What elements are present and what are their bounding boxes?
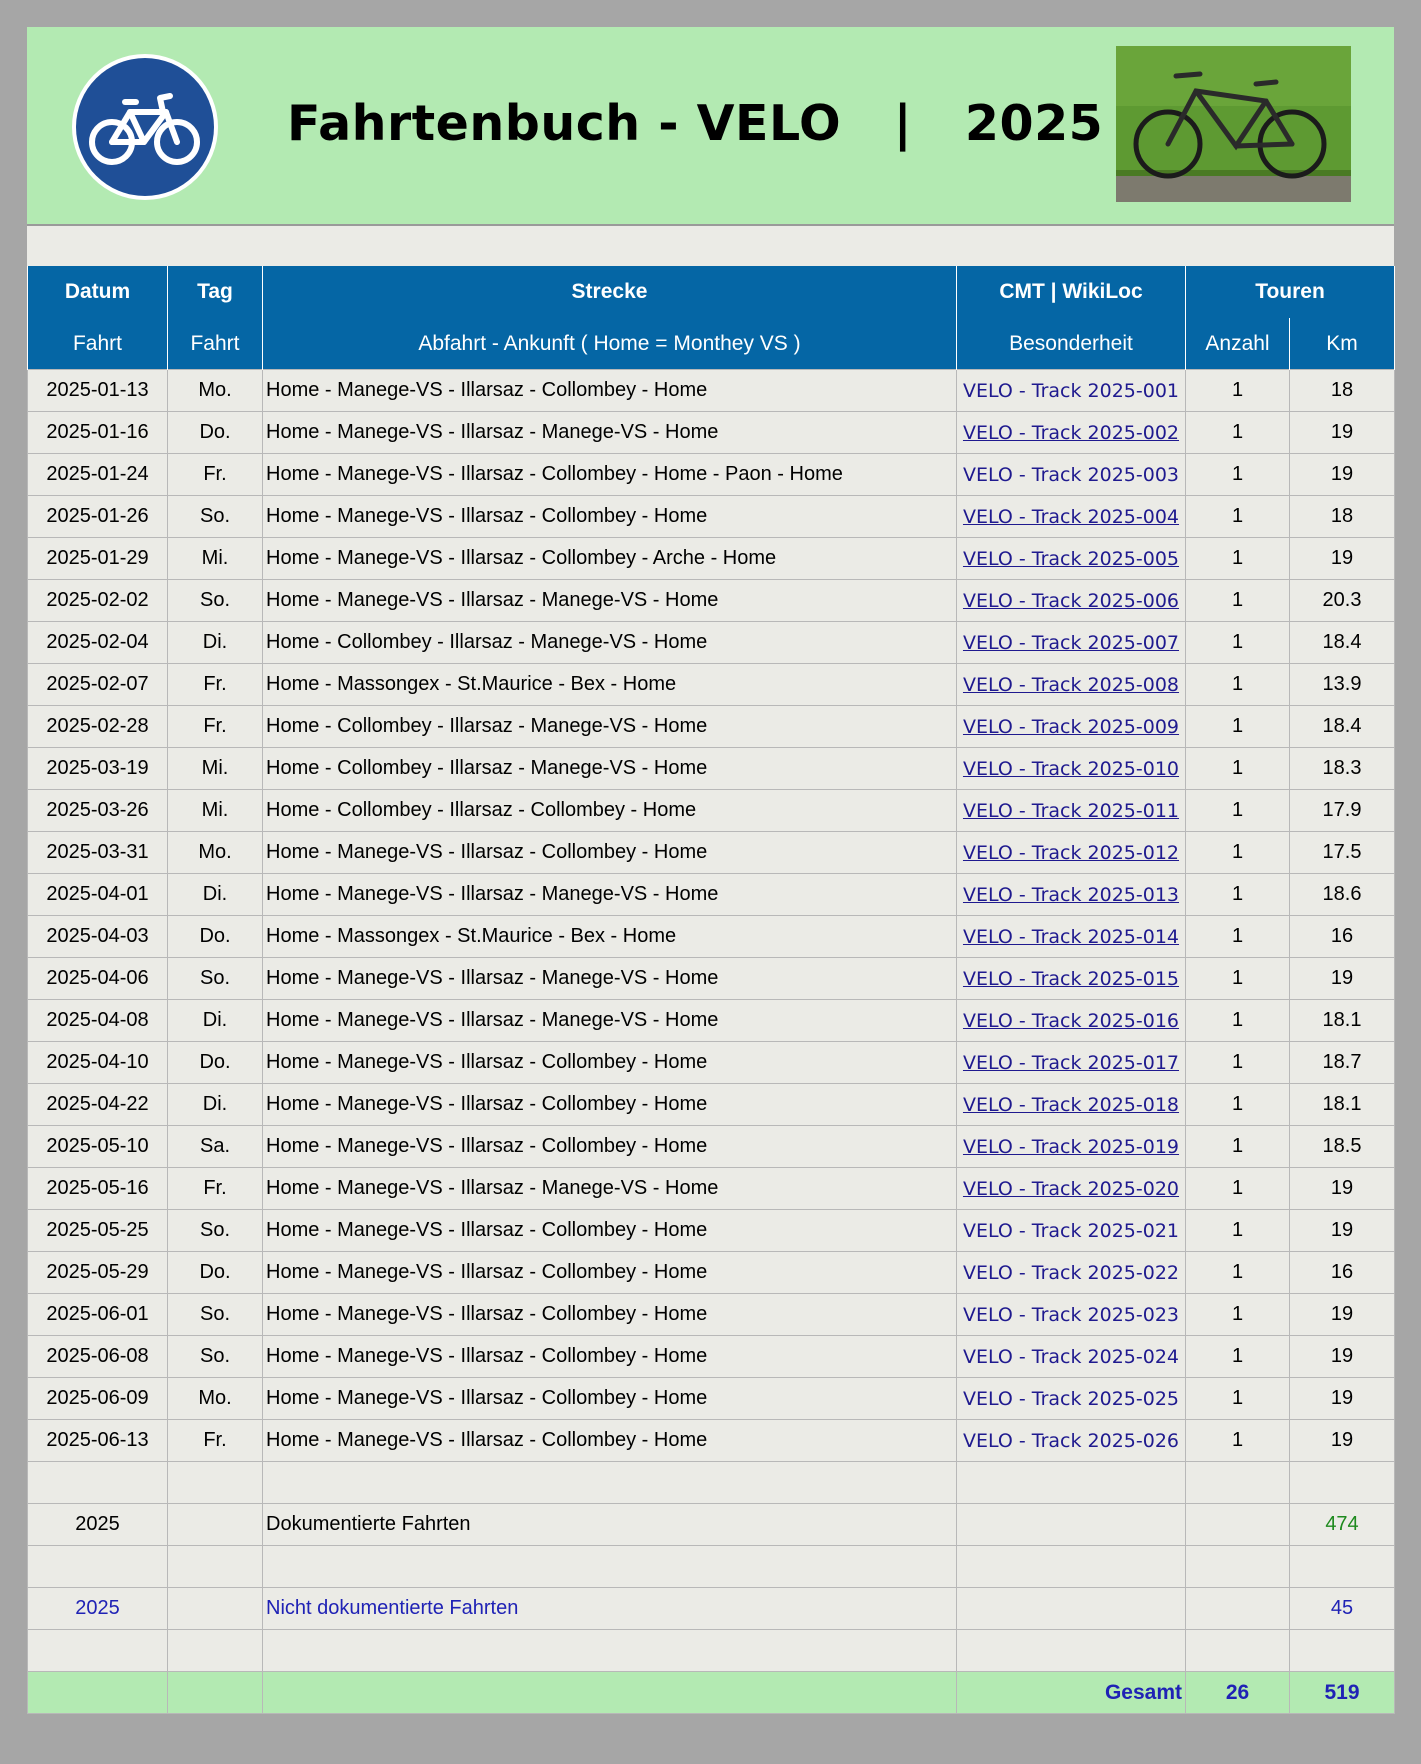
table-row	[28, 1168, 1395, 1210]
header-cmt: CMT | WikiLoc	[957, 266, 1186, 318]
km-cell: 18	[1290, 496, 1395, 538]
table-row	[28, 1420, 1395, 1462]
tag-cell: Mi.	[168, 790, 263, 832]
table-row	[28, 916, 1395, 958]
anzahl-cell: 1	[1186, 874, 1290, 916]
track-link[interactable]	[957, 706, 1186, 748]
datum-cell: 2025-06-08	[28, 1336, 168, 1378]
anzahl-cell: 1	[1186, 706, 1290, 748]
track-link[interactable]	[957, 1126, 1186, 1168]
total-label: Gesamt	[957, 1672, 1186, 1714]
table-row	[28, 1042, 1395, 1084]
strecke-cell: Home - Manege-VS - Illarsaz - Collombey - Home	[263, 832, 957, 874]
km-cell: 18.3	[1290, 748, 1395, 790]
tag-cell: Do.	[168, 412, 263, 454]
datum-cell: 2025-02-28	[28, 706, 168, 748]
km-cell: 18.1	[1290, 1084, 1395, 1126]
track-link-text[interactable]: VELO - Track 2025-017	[962, 1051, 1180, 1074]
strecke-cell: Home - Manege-VS - Illarsaz - Collombey - Home	[263, 1042, 957, 1084]
table-row	[28, 496, 1395, 538]
table-row	[28, 1294, 1395, 1336]
empty-row	[28, 1630, 1395, 1672]
datum-cell: 2025-04-10	[28, 1042, 168, 1084]
km-cell: 16	[1290, 1252, 1395, 1294]
anzahl-cell: 1	[1186, 1084, 1290, 1126]
track-link[interactable]	[957, 1042, 1186, 1084]
anzahl-cell: 1	[1186, 454, 1290, 496]
datum-cell: 2025-05-16	[28, 1168, 168, 1210]
track-link-text[interactable]: VELO - Track 2025-019	[962, 1135, 1180, 1158]
table-row	[28, 580, 1395, 622]
track-link-text[interactable]: VELO - Track 2025-004	[962, 505, 1180, 528]
tag-cell: So.	[168, 958, 263, 1000]
km-cell: 13.9	[1290, 664, 1395, 706]
subheader-tag: Fahrt	[168, 318, 263, 370]
track-link-text[interactable]: VELO - Track 2025-021	[962, 1219, 1180, 1242]
strecke-cell: Home - Collombey - Illarsaz - Manege-VS - Home	[263, 622, 957, 664]
km-cell: 19	[1290, 958, 1395, 1000]
datum-cell: 2025-04-03	[28, 916, 168, 958]
anzahl-cell: 1	[1186, 1210, 1290, 1252]
km-cell: 16	[1290, 916, 1395, 958]
table-row	[28, 832, 1395, 874]
datum-cell: 2025-02-04	[28, 622, 168, 664]
anzahl-cell: 1	[1186, 1000, 1290, 1042]
header-strecke: Strecke	[263, 266, 957, 318]
strecke-cell: Home - Massongex - St.Maurice - Bex - Home	[263, 916, 957, 958]
track-link[interactable]	[957, 1294, 1186, 1336]
subheader-datum: Fahrt	[28, 318, 168, 370]
track-link[interactable]	[957, 1420, 1186, 1462]
header-touren: Touren	[1186, 266, 1395, 318]
track-link-text[interactable]: VELO - Track 2025-018	[962, 1093, 1180, 1116]
km-cell: 19	[1290, 538, 1395, 580]
track-link[interactable]	[957, 1378, 1186, 1420]
anzahl-cell: 1	[1186, 1420, 1290, 1462]
strecke-cell: Home - Manege-VS - Illarsaz - Collombey - Home	[263, 370, 957, 412]
table-row	[28, 706, 1395, 748]
total-anzahl: 26	[1186, 1672, 1290, 1714]
km-cell: 19	[1290, 1378, 1395, 1420]
track-link-text[interactable]: VELO - Track 2025-022	[962, 1261, 1180, 1284]
datum-cell: 2025-04-08	[28, 1000, 168, 1042]
datum-cell: 2025-01-13	[28, 370, 168, 412]
tag-cell: Do.	[168, 916, 263, 958]
km-cell: 20.3	[1290, 580, 1395, 622]
trip-log-table	[27, 266, 1395, 1714]
tag-cell: So.	[168, 1294, 263, 1336]
documented-year: 2025	[28, 1504, 168, 1546]
table-row	[28, 1084, 1395, 1126]
strecke-cell: Home - Manege-VS - Illarsaz - Manege-VS - Home	[263, 874, 957, 916]
strecke-cell: Home - Manege-VS - Illarsaz - Collombey - Arche - Home	[263, 538, 957, 580]
total-km: 519	[1290, 1672, 1395, 1714]
track-link-text[interactable]: VELO - Track 2025-025	[962, 1387, 1180, 1410]
datum-cell: 2025-03-26	[28, 790, 168, 832]
tag-cell: Mo.	[168, 832, 263, 874]
anzahl-cell: 1	[1186, 664, 1290, 706]
datum-cell: 2025-02-02	[28, 580, 168, 622]
anzahl-cell: 1	[1186, 832, 1290, 874]
anzahl-cell: 1	[1186, 1294, 1290, 1336]
km-cell: 19	[1290, 454, 1395, 496]
undocumented-km: 45	[1290, 1588, 1395, 1630]
datum-cell: 2025-01-26	[28, 496, 168, 538]
table-row	[28, 790, 1395, 832]
track-link-text[interactable]: VELO - Track 2025-011	[962, 799, 1180, 822]
strecke-cell: Home - Collombey - Illarsaz - Collombey - Home	[263, 790, 957, 832]
strecke-cell: Home - Manege-VS - Illarsaz - Collombey - Home - Paon - Home	[263, 454, 957, 496]
datum-cell: 2025-05-25	[28, 1210, 168, 1252]
table-row	[28, 538, 1395, 580]
km-cell: 18.1	[1290, 1000, 1395, 1042]
tag-cell: So.	[168, 496, 263, 538]
table-row	[28, 1210, 1395, 1252]
strecke-cell: Home - Manege-VS - Illarsaz - Collombey - Home	[263, 1084, 957, 1126]
strecke-cell: Home - Manege-VS - Illarsaz - Collombey - Home	[263, 496, 957, 538]
track-link[interactable]	[957, 916, 1186, 958]
strecke-cell: Home - Manege-VS - Illarsaz - Collombey - Home	[263, 1294, 957, 1336]
track-link-text[interactable]: VELO - Track 2025-024	[962, 1345, 1180, 1368]
anzahl-cell: 1	[1186, 412, 1290, 454]
anzahl-cell: 1	[1186, 496, 1290, 538]
strecke-cell: Home - Manege-VS - Illarsaz - Collombey - Home	[263, 1378, 957, 1420]
track-link-text[interactable]: VELO - Track 2025-008	[962, 673, 1180, 696]
tag-cell: Do.	[168, 1252, 263, 1294]
datum-cell: 2025-03-31	[28, 832, 168, 874]
undocumented-year: 2025	[28, 1588, 168, 1630]
track-link[interactable]	[957, 1210, 1186, 1252]
datum-cell: 2025-05-10	[28, 1126, 168, 1168]
tag-cell: Fr.	[168, 706, 263, 748]
tag-cell: Di.	[168, 1084, 263, 1126]
anzahl-cell: 1	[1186, 580, 1290, 622]
table-row	[28, 622, 1395, 664]
track-link[interactable]	[957, 454, 1186, 496]
anzahl-cell: 1	[1186, 1336, 1290, 1378]
strecke-cell: Home - Manege-VS - Illarsaz - Manege-VS - Home	[263, 580, 957, 622]
tag-cell: Fr.	[168, 454, 263, 496]
strecke-cell: Home - Manege-VS - Illarsaz - Collombey - Home	[263, 1210, 957, 1252]
strecke-cell: Home - Manege-VS - Illarsaz - Collombey - Home	[263, 1126, 957, 1168]
anzahl-cell: 1	[1186, 748, 1290, 790]
anzahl-cell: 1	[1186, 1252, 1290, 1294]
table-row	[28, 370, 1395, 412]
table-row	[28, 958, 1395, 1000]
bicycle-sign-icon	[70, 52, 220, 202]
track-link[interactable]	[957, 1000, 1186, 1042]
subheader-strecke: Abfahrt - Ankunft ( Home = Monthey VS )	[263, 318, 957, 370]
track-link[interactable]	[957, 664, 1186, 706]
table-row	[28, 412, 1395, 454]
km-cell: 18	[1290, 370, 1395, 412]
table-row	[28, 454, 1395, 496]
track-link[interactable]	[957, 538, 1186, 580]
tag-cell: Sa.	[168, 1126, 263, 1168]
datum-cell: 2025-01-29	[28, 538, 168, 580]
track-link-text[interactable]: VELO - Track 2025-005	[962, 547, 1180, 570]
datum-cell: 2025-01-16	[28, 412, 168, 454]
anzahl-cell: 1	[1186, 622, 1290, 664]
strecke-cell: Home - Manege-VS - Illarsaz - Collombey - Home	[263, 1252, 957, 1294]
documented-km: 474	[1290, 1504, 1395, 1546]
bicycle-photo	[1116, 46, 1351, 202]
km-cell: 19	[1290, 1168, 1395, 1210]
track-link-text[interactable]: VELO - Track 2025-001	[962, 379, 1180, 402]
track-link[interactable]	[957, 412, 1186, 454]
documented-row	[28, 1504, 1395, 1546]
tag-cell: So.	[168, 1336, 263, 1378]
tag-cell: Di.	[168, 622, 263, 664]
track-link[interactable]	[957, 748, 1186, 790]
track-link[interactable]	[957, 580, 1186, 622]
table-row	[28, 1378, 1395, 1420]
subheader-cmt: Besonderheit	[957, 318, 1186, 370]
tag-cell: Fr.	[168, 664, 263, 706]
total-row	[28, 1672, 1395, 1714]
page-title: Fahrtenbuch - VELO | 2025	[287, 95, 1104, 152]
empty-row	[28, 1546, 1395, 1588]
tag-cell: Do.	[168, 1042, 263, 1084]
datum-cell: 2025-03-19	[28, 748, 168, 790]
datum-cell: 2025-04-22	[28, 1084, 168, 1126]
track-link-text[interactable]: VELO - Track 2025-023	[962, 1303, 1180, 1326]
subheader-anzahl: Anzahl	[1186, 318, 1290, 370]
header-datum: Datum	[28, 266, 168, 318]
tag-cell: Fr.	[168, 1168, 263, 1210]
km-cell: 18.6	[1290, 874, 1395, 916]
track-link-text[interactable]: VELO - Track 2025-009	[962, 715, 1180, 738]
km-cell: 19	[1290, 1336, 1395, 1378]
tag-cell: So.	[168, 1210, 263, 1252]
datum-cell: 2025-01-24	[28, 454, 168, 496]
track-link[interactable]	[957, 958, 1186, 1000]
track-link-text[interactable]: VELO - Track 2025-016	[962, 1009, 1180, 1032]
anzahl-cell: 1	[1186, 958, 1290, 1000]
track-link-text[interactable]: VELO - Track 2025-002	[962, 421, 1180, 444]
tag-cell: Mi.	[168, 748, 263, 790]
tag-cell: Di.	[168, 1000, 263, 1042]
track-link-text[interactable]: VELO - Track 2025-006	[962, 589, 1180, 612]
header-banner	[27, 27, 1394, 226]
strecke-cell: Home - Manege-VS - Illarsaz - Manege-VS - Home	[263, 958, 957, 1000]
track-link[interactable]	[957, 790, 1186, 832]
anzahl-cell: 1	[1186, 1378, 1290, 1420]
datum-cell: 2025-06-13	[28, 1420, 168, 1462]
anzahl-cell: 1	[1186, 538, 1290, 580]
strecke-cell: Home - Massongex - St.Maurice - Bex - Home	[263, 664, 957, 706]
track-link[interactable]	[957, 832, 1186, 874]
tag-cell: Fr.	[168, 1420, 263, 1462]
km-cell: 18.5	[1290, 1126, 1395, 1168]
km-cell: 19	[1290, 412, 1395, 454]
track-link[interactable]	[957, 622, 1186, 664]
strecke-cell: Home - Manege-VS - Illarsaz - Manege-VS - Home	[263, 1168, 957, 1210]
datum-cell: 2025-04-06	[28, 958, 168, 1000]
table-row	[28, 1336, 1395, 1378]
anzahl-cell: 1	[1186, 1042, 1290, 1084]
track-link-text[interactable]: VELO - Track 2025-010	[962, 757, 1180, 780]
strecke-cell: Home - Collombey - Illarsaz - Manege-VS - Home	[263, 748, 957, 790]
spreadsheet-sheet	[27, 27, 1394, 1714]
anzahl-cell: 1	[1186, 916, 1290, 958]
track-link-text[interactable]: VELO - Track 2025-015	[962, 967, 1180, 990]
anzahl-cell: 1	[1186, 1168, 1290, 1210]
track-link[interactable]	[957, 1168, 1186, 1210]
km-cell: 19	[1290, 1294, 1395, 1336]
strecke-cell: Home - Collombey - Illarsaz - Manege-VS - Home	[263, 706, 957, 748]
table-row	[28, 1000, 1395, 1042]
spacer-row	[27, 226, 1394, 266]
datum-cell: 2025-02-07	[28, 664, 168, 706]
km-cell: 17.5	[1290, 832, 1395, 874]
table-row	[28, 664, 1395, 706]
datum-cell: 2025-06-09	[28, 1378, 168, 1420]
datum-cell: 2025-04-01	[28, 874, 168, 916]
km-cell: 18.4	[1290, 706, 1395, 748]
table-row	[28, 874, 1395, 916]
table-row	[28, 1126, 1395, 1168]
datum-cell: 2025-06-01	[28, 1294, 168, 1336]
track-link-text[interactable]: VELO - Track 2025-003	[962, 463, 1180, 486]
km-cell: 19	[1290, 1210, 1395, 1252]
track-link-text[interactable]: VELO - Track 2025-014	[962, 925, 1180, 948]
anzahl-cell: 1	[1186, 1126, 1290, 1168]
km-cell: 18.4	[1290, 622, 1395, 664]
subheader-km: Km	[1290, 318, 1395, 370]
track-link-text[interactable]: VELO - Track 2025-013	[962, 883, 1180, 906]
track-link[interactable]	[957, 874, 1186, 916]
datum-cell: 2025-05-29	[28, 1252, 168, 1294]
track-link[interactable]	[957, 1252, 1186, 1294]
strecke-cell: Home - Manege-VS - Illarsaz - Manege-VS - Home	[263, 412, 957, 454]
strecke-cell: Home - Manege-VS - Illarsaz - Collombey - Home	[263, 1336, 957, 1378]
track-link[interactable]	[957, 370, 1186, 412]
empty-row	[28, 1462, 1395, 1504]
tag-cell: Mo.	[168, 1378, 263, 1420]
track-link[interactable]	[957, 1084, 1186, 1126]
anzahl-cell: 1	[1186, 370, 1290, 412]
table-row	[28, 748, 1395, 790]
track-link-text[interactable]: VELO - Track 2025-012	[962, 841, 1180, 864]
strecke-cell: Home - Manege-VS - Illarsaz - Collombey - Home	[263, 1420, 957, 1462]
tag-cell: Di.	[168, 874, 263, 916]
tag-cell: Mo.	[168, 370, 263, 412]
track-link-text[interactable]: VELO - Track 2025-020	[962, 1177, 1180, 1200]
track-link[interactable]	[957, 496, 1186, 538]
km-cell: 19	[1290, 1420, 1395, 1462]
km-cell: 18.7	[1290, 1042, 1395, 1084]
track-link[interactable]	[957, 1336, 1186, 1378]
tag-cell: So.	[168, 580, 263, 622]
strecke-cell: Home - Manege-VS - Illarsaz - Manege-VS - Home	[263, 1000, 957, 1042]
undocumented-row	[28, 1588, 1395, 1630]
anzahl-cell: 1	[1186, 790, 1290, 832]
documented-label: Dokumentierte Fahrten	[263, 1504, 957, 1546]
track-link-text[interactable]: VELO - Track 2025-007	[962, 631, 1180, 654]
km-cell: 17.9	[1290, 790, 1395, 832]
table-row	[28, 1252, 1395, 1294]
header-tag: Tag	[168, 266, 263, 318]
tag-cell: Mi.	[168, 538, 263, 580]
undocumented-label: Nicht dokumentierte Fahrten	[263, 1588, 957, 1630]
track-link-text[interactable]: VELO - Track 2025-026	[962, 1429, 1180, 1452]
